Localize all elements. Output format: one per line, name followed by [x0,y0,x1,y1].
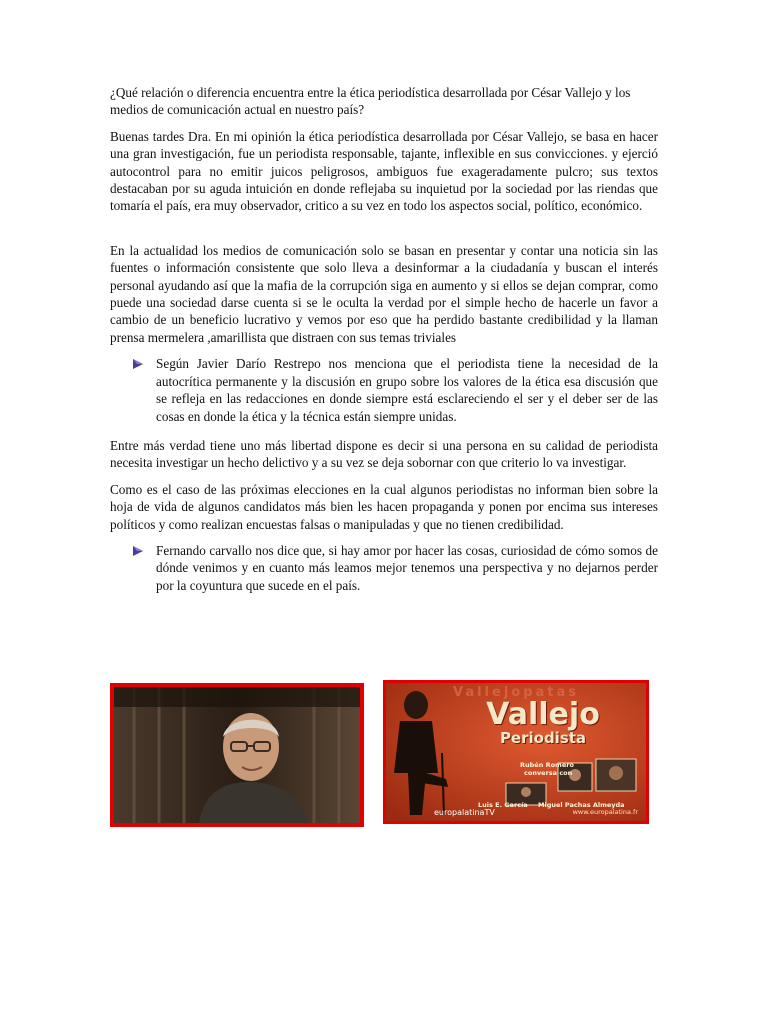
paragraph-opinion: Buenas tardes Dra. En mi opinión la ética periodística desarrollada por César Vallejo, se basa en hacer una gran investigación, fue un periodista responsable, tajante, inflexible en sus convicciones. y ejerció autocontrol para no emitir juicos peligrosos, ambiguos fue exageradamente pulcro; sus textos destacaban por su aguda intuición en donde reflejaba su inquietud por la sociedad por las riendas que tomaría el país, era muy observador, critico a su vez en todo los aspectos social, político, económico. [110,128,658,214]
interview-photo-graphic [114,687,360,823]
bullet-item-restrepo [110,355,658,425]
vallejo-poster [383,680,649,824]
bullet-item-carvallo [110,542,658,594]
arrow-bullet-icon [132,358,144,370]
bullet-text: Según Javier Darío Restrepo nos menciona que el periodista tiene la necesidad de la autocrítica permanente y la discusión en grupo sobre los valores de la ética esa discusión que se refleja en las redacciones en donde siempre está esclareciendo el ser y el deber ser de las cosas en donde la ética y la técnica están siempre unidas. [156,356,658,424]
question-text: ¿Qué relación o diferencia encuentra entre la ética periodística desarrollada por César Vallejo y los medios de comunicación actual en nuestro país? [110,85,631,118]
poster-name-right: Miguel Pachas Almeyda [538,801,625,809]
poster-subtitle: Periodista [499,729,587,747]
poster-url: www.europalatina.fr [572,808,638,816]
spacer [110,224,658,242]
arrow-bullet-icon [132,545,144,557]
poster-guest-caption: conversa con [524,769,573,777]
poster-title: Vallejo [486,697,600,732]
poster-channel-logo: europalatinaTV [434,808,495,817]
poster-name-left: Luis E. García [478,801,528,809]
bullet-text: Fernando carvallo nos dice que, si hay amor por hacer las cosas, curiosidad de cómo somos de dónde venimos y en cuanto más leamos mejor tenemos una perspectiva y no dejarnos perder por la coyuntura que sucede en el país. [156,542,658,593]
interview-photo [110,683,364,827]
poster-guest-name: Rubén Romero [520,761,574,769]
document-body [110,84,658,606]
poster-supertitle: Vallejopatas [452,685,580,700]
paragraph-truth-freedom: Entre más verdad tiene uno más libertad dispone es decir si una persona en su calidad de periodista necesita investigar un hecho delictivo y a su vez se deja sobornar con que criterio lo va investigar. [110,437,658,471]
paragraph-current-media: En la actualidad los medios de comunicación solo se basan en presentar y contar una noticia sin las fuentes o información consistente que solo lleva a desinformar a la ciudadanía y buscan el interés personal ayudando así que la mafia de la corrupción siga en aumento y si ellos se dejan comprar, como puede una sociedad darse cuenta si se le oculta la verdad por el simple hecho de hacerle un favor a cambio de un beneficio lucrativo y vemos por eso que ha perdido bastante credibilidad y la llaman prensa mermelera ,amarillista que distraen con sus temas triviales [110,242,658,345]
paragraph-elections: Como es el caso de las próximas elecciones en la cual algunos periodistas no informan bien sobre la hoja de vida de algunos candidatos más bien les hacen propaganda y ponen por encima sus intereses políticos y como realizan encuestas falsas o manipuladas y que no tienen credibilidad. [110,481,658,532]
